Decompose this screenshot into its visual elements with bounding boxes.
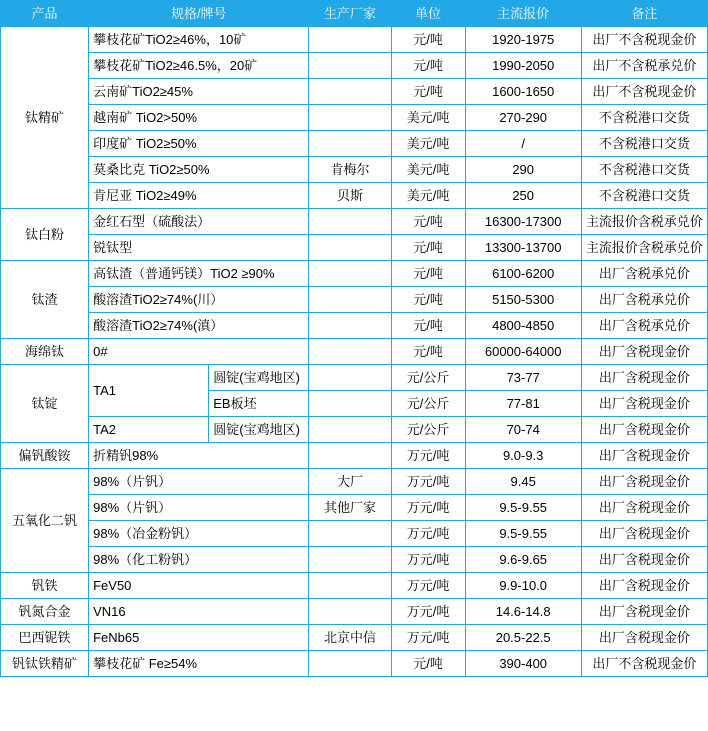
cell-price: 16300-17300 bbox=[465, 209, 581, 235]
cell-spec: TA2 bbox=[89, 417, 209, 443]
cell-unit: 元/吨 bbox=[391, 235, 465, 261]
cell-manufacturer: 北京中信 bbox=[309, 625, 391, 651]
header-price: 主流报价 bbox=[465, 1, 581, 27]
table-row bbox=[1, 339, 708, 365]
cell-product: 钛精矿 bbox=[1, 27, 89, 209]
table-row bbox=[1, 131, 708, 157]
cell-manufacturer: 大厂 bbox=[309, 469, 391, 495]
cell-unit: 美元/吨 bbox=[391, 105, 465, 131]
cell-price: 1990-2050 bbox=[465, 53, 581, 79]
cell-price: 4800-4850 bbox=[465, 313, 581, 339]
cell-note: 不含税港口交货 bbox=[581, 183, 707, 209]
cell-price: 9.45 bbox=[465, 469, 581, 495]
cell-spec: 攀枝花矿TiO2≥46%，10矿 bbox=[89, 27, 309, 53]
cell-note: 主流报价含税承兑价 bbox=[581, 209, 707, 235]
table-row bbox=[1, 313, 708, 339]
table-row bbox=[1, 625, 708, 651]
cell-price: 14.6-14.8 bbox=[465, 599, 581, 625]
cell-spec: 印度矿 TiO2≥50% bbox=[89, 131, 309, 157]
cell-note: 出厂含税现金价 bbox=[581, 391, 707, 417]
cell-spec-sub: 圆锭(宝鸡地区) bbox=[209, 365, 309, 391]
cell-spec: 莫桑比克 TiO2≥50% bbox=[89, 157, 309, 183]
cell-spec: 98%（冶金粉钒） bbox=[89, 521, 309, 547]
table-row bbox=[1, 521, 708, 547]
cell-spec: 攀枝花矿 Fe≥54% bbox=[89, 651, 309, 677]
cell-note: 出厂含税现金价 bbox=[581, 339, 707, 365]
cell-spec-sub: 圆锭(宝鸡地区) bbox=[209, 417, 309, 443]
cell-price: 70-74 bbox=[465, 417, 581, 443]
cell-note: 出厂含税现金价 bbox=[581, 573, 707, 599]
cell-product: 海绵钛 bbox=[1, 339, 89, 365]
table-row bbox=[1, 209, 708, 235]
cell-product: 偏钒酸铵 bbox=[1, 443, 89, 469]
table-row bbox=[1, 573, 708, 599]
header-unit: 单位 bbox=[391, 1, 465, 27]
cell-manufacturer bbox=[309, 365, 391, 391]
header-product: 产品 bbox=[1, 1, 89, 27]
cell-price: 9.5-9.55 bbox=[465, 495, 581, 521]
cell-note: 出厂含税承兑价 bbox=[581, 287, 707, 313]
cell-manufacturer bbox=[309, 131, 391, 157]
cell-price: 20.5-22.5 bbox=[465, 625, 581, 651]
cell-product: 钒铁 bbox=[1, 573, 89, 599]
table-row bbox=[1, 79, 708, 105]
cell-price: 60000-64000 bbox=[465, 339, 581, 365]
table-row bbox=[1, 443, 708, 469]
cell-price: 9.5-9.55 bbox=[465, 521, 581, 547]
cell-manufacturer bbox=[309, 417, 391, 443]
cell-spec: VN16 bbox=[89, 599, 309, 625]
cell-note: 出厂含税现金价 bbox=[581, 495, 707, 521]
cell-spec: 高钛渣（普通钙镁）TiO2 ≥90% bbox=[89, 261, 309, 287]
cell-note: 出厂含税承兑价 bbox=[581, 313, 707, 339]
table-header bbox=[1, 1, 708, 27]
table-row bbox=[1, 365, 708, 391]
cell-product: 巴西铌铁 bbox=[1, 625, 89, 651]
cell-spec: 0# bbox=[89, 339, 309, 365]
cell-spec-sub: EB板坯 bbox=[209, 391, 309, 417]
table-row bbox=[1, 599, 708, 625]
cell-unit: 万元/吨 bbox=[391, 469, 465, 495]
cell-product: 钒氮合金 bbox=[1, 599, 89, 625]
cell-price: 6100-6200 bbox=[465, 261, 581, 287]
cell-spec: 越南矿 TiO2>50% bbox=[89, 105, 309, 131]
cell-note: 不含税港口交货 bbox=[581, 131, 707, 157]
cell-note: 出厂含税现金价 bbox=[581, 469, 707, 495]
cell-note: 不含税港口交货 bbox=[581, 157, 707, 183]
cell-product: 钛白粉 bbox=[1, 209, 89, 261]
table-row bbox=[1, 547, 708, 573]
cell-note: 出厂含税现金价 bbox=[581, 521, 707, 547]
cell-unit: 美元/吨 bbox=[391, 131, 465, 157]
cell-unit: 万元/吨 bbox=[391, 547, 465, 573]
cell-note: 出厂含税现金价 bbox=[581, 599, 707, 625]
cell-note: 出厂含税承兑价 bbox=[581, 261, 707, 287]
cell-spec: 攀枝花矿TiO2≥46.5%，20矿 bbox=[89, 53, 309, 79]
header-manufacturer: 生产厂家 bbox=[309, 1, 391, 27]
table-row bbox=[1, 183, 708, 209]
cell-note: 主流报价含税承兑价 bbox=[581, 235, 707, 261]
table-row bbox=[1, 105, 708, 131]
cell-spec: 肯尼亚 TiO2≥49% bbox=[89, 183, 309, 209]
table-row bbox=[1, 261, 708, 287]
cell-manufacturer: 肯梅尔 bbox=[309, 157, 391, 183]
cell-price: 9.9-10.0 bbox=[465, 573, 581, 599]
cell-manufacturer bbox=[309, 521, 391, 547]
cell-unit: 元/吨 bbox=[391, 209, 465, 235]
cell-price: 9.6-9.65 bbox=[465, 547, 581, 573]
cell-manufacturer bbox=[309, 391, 391, 417]
cell-manufacturer bbox=[309, 339, 391, 365]
table-row bbox=[1, 417, 708, 443]
cell-manufacturer bbox=[309, 287, 391, 313]
cell-price: 5150-5300 bbox=[465, 287, 581, 313]
cell-manufacturer bbox=[309, 27, 391, 53]
cell-manufacturer: 贝斯 bbox=[309, 183, 391, 209]
table-row bbox=[1, 27, 708, 53]
cell-price: 13300-13700 bbox=[465, 235, 581, 261]
table-row bbox=[1, 287, 708, 313]
cell-unit: 元/公斤 bbox=[391, 391, 465, 417]
cell-manufacturer bbox=[309, 261, 391, 287]
cell-product: 钛锭 bbox=[1, 365, 89, 443]
cell-unit: 元/吨 bbox=[391, 53, 465, 79]
cell-manufacturer bbox=[309, 53, 391, 79]
cell-spec: 云南矿TiO2≥45% bbox=[89, 79, 309, 105]
cell-spec: FeNb65 bbox=[89, 625, 309, 651]
cell-manufacturer bbox=[309, 547, 391, 573]
cell-price: 77-81 bbox=[465, 391, 581, 417]
cell-manufacturer bbox=[309, 443, 391, 469]
cell-unit: 元/吨 bbox=[391, 339, 465, 365]
cell-price: 390-400 bbox=[465, 651, 581, 677]
cell-price: 270-290 bbox=[465, 105, 581, 131]
cell-spec: 酸溶渣TiO2≥74%(川） bbox=[89, 287, 309, 313]
header-spec: 规格/牌号 bbox=[89, 1, 309, 27]
table-row bbox=[1, 469, 708, 495]
cell-note: 出厂含税现金价 bbox=[581, 443, 707, 469]
cell-unit: 元/吨 bbox=[391, 79, 465, 105]
cell-note: 出厂含税现金价 bbox=[581, 625, 707, 651]
header-note: 备注 bbox=[581, 1, 707, 27]
cell-spec: 98%（片钒） bbox=[89, 469, 309, 495]
cell-spec: 98%（化工粉钒） bbox=[89, 547, 309, 573]
cell-manufacturer bbox=[309, 651, 391, 677]
cell-unit: 元/吨 bbox=[391, 287, 465, 313]
cell-unit: 美元/吨 bbox=[391, 183, 465, 209]
cell-price: 290 bbox=[465, 157, 581, 183]
cell-unit: 元/吨 bbox=[391, 27, 465, 53]
cell-unit: 元/吨 bbox=[391, 651, 465, 677]
cell-product: 钛渣 bbox=[1, 261, 89, 339]
cell-unit: 万元/吨 bbox=[391, 521, 465, 547]
cell-manufacturer bbox=[309, 105, 391, 131]
cell-note: 出厂含税现金价 bbox=[581, 365, 707, 391]
cell-manufacturer bbox=[309, 599, 391, 625]
cell-product: 钒钛铁精矿 bbox=[1, 651, 89, 677]
cell-unit: 万元/吨 bbox=[391, 599, 465, 625]
cell-unit: 元/公斤 bbox=[391, 417, 465, 443]
table-row bbox=[1, 235, 708, 261]
table-row bbox=[1, 495, 708, 521]
cell-spec: 酸溶渣TiO2≥74%(滇） bbox=[89, 313, 309, 339]
cell-spec: TA1 bbox=[89, 365, 209, 417]
cell-unit: 万元/吨 bbox=[391, 625, 465, 651]
cell-manufacturer bbox=[309, 573, 391, 599]
cell-unit: 元/吨 bbox=[391, 313, 465, 339]
cell-note: 出厂不含税现金价 bbox=[581, 27, 707, 53]
cell-manufacturer bbox=[309, 313, 391, 339]
cell-spec: 金红石型（硫酸法） bbox=[89, 209, 309, 235]
cell-price: 9.0-9.3 bbox=[465, 443, 581, 469]
cell-price: 250 bbox=[465, 183, 581, 209]
cell-manufacturer bbox=[309, 235, 391, 261]
cell-price: / bbox=[465, 131, 581, 157]
cell-note: 出厂含税现金价 bbox=[581, 547, 707, 573]
table-body bbox=[1, 27, 708, 677]
cell-unit: 万元/吨 bbox=[391, 573, 465, 599]
table-row bbox=[1, 53, 708, 79]
table-row bbox=[1, 157, 708, 183]
cell-manufacturer: 其他厂家 bbox=[309, 495, 391, 521]
cell-spec: FeV50 bbox=[89, 573, 309, 599]
cell-price: 73-77 bbox=[465, 365, 581, 391]
cell-note: 出厂含税现金价 bbox=[581, 417, 707, 443]
table-row bbox=[1, 651, 708, 677]
cell-note: 出厂不含税现金价 bbox=[581, 651, 707, 677]
cell-spec: 98%（片钒） bbox=[89, 495, 309, 521]
cell-price: 1600-1650 bbox=[465, 79, 581, 105]
cell-note: 出厂不含税现金价 bbox=[581, 79, 707, 105]
cell-manufacturer bbox=[309, 79, 391, 105]
cell-spec: 锐钛型 bbox=[89, 235, 309, 261]
cell-note: 出厂不含税承兑价 bbox=[581, 53, 707, 79]
cell-product: 五氧化二钒 bbox=[1, 469, 89, 573]
table-header-row bbox=[1, 1, 708, 27]
cell-price: 1920-1975 bbox=[465, 27, 581, 53]
cell-manufacturer bbox=[309, 209, 391, 235]
cell-unit: 万元/吨 bbox=[391, 495, 465, 521]
cell-unit: 美元/吨 bbox=[391, 157, 465, 183]
cell-unit: 元/吨 bbox=[391, 261, 465, 287]
cell-unit: 万元/吨 bbox=[391, 443, 465, 469]
cell-spec: 折精钒98% bbox=[89, 443, 309, 469]
cell-note: 不含税港口交货 bbox=[581, 105, 707, 131]
cell-unit: 元/公斤 bbox=[391, 365, 465, 391]
